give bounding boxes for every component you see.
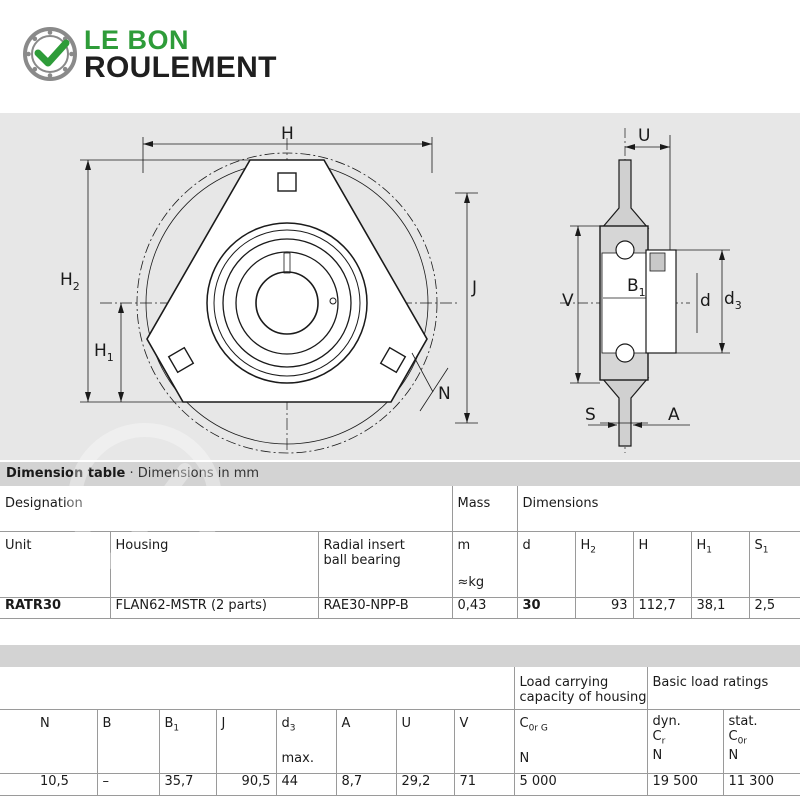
dim-label-H1: $H_1$: [94, 341, 114, 364]
dim-label-V: V: [562, 291, 574, 311]
cell-d3: 44: [276, 773, 336, 795]
table-row: [0, 773, 800, 795]
header-U: U: [396, 709, 454, 773]
technical-drawing: [0, 113, 800, 460]
header-housing: Housing: [110, 531, 318, 597]
table1-bottom-rule: [0, 618, 800, 619]
header-B1: $B_1$: [159, 709, 216, 773]
header-Cr: dyn. $C_r$ N: [647, 709, 723, 773]
header-d: d: [517, 531, 575, 597]
cell-U: 29,2: [396, 773, 454, 795]
header-H1: $H_1$: [691, 531, 749, 597]
dim-label-d3: $d_3$: [724, 289, 742, 312]
cell-H: 112,7: [633, 597, 691, 619]
header-blank: [0, 667, 514, 709]
cell-d: 30: [517, 597, 575, 619]
header-load-carrying: Load carrying capacity of housing: [514, 667, 647, 709]
header-J: J: [216, 709, 276, 773]
brand-name-line1: LE BON: [84, 25, 190, 55]
cell-V: 71: [454, 773, 514, 795]
cell-B1: 35,7: [159, 773, 216, 795]
dim-label-d: d: [700, 291, 711, 311]
cell-bearing: RAE30-NPP-B: [318, 597, 452, 619]
section-band: [0, 645, 800, 667]
dim-label-H: H: [281, 124, 294, 144]
header-S1: $S_1$: [749, 531, 800, 597]
cell-J: 90,5: [216, 773, 276, 795]
dim-label-A: A: [668, 405, 680, 425]
cell-mass: 0,43: [452, 597, 517, 619]
dim-label-U: U: [638, 126, 651, 146]
cell-S1: 2,5: [754, 597, 776, 613]
dim-label-S: S: [585, 405, 596, 425]
header-N: N: [0, 709, 97, 773]
cell-housing: FLAN62-MSTR (2 parts): [110, 597, 318, 619]
header-basic-load-ratings: Basic load ratings: [647, 667, 800, 709]
dim-label-N: N: [438, 384, 451, 404]
header-B: B: [97, 709, 159, 773]
cell-C0r: 11 300: [728, 773, 774, 789]
header-dimensions: Dimensions: [517, 486, 800, 531]
cell-A: 8,7: [336, 773, 396, 795]
dim-label-J: J: [472, 278, 478, 298]
table2-bottom-rule: [0, 795, 800, 796]
brand-logo: [22, 24, 302, 88]
dimension-table-1: [0, 486, 800, 619]
header-V: V: [454, 709, 514, 773]
dim-label-H2: $H_2$: [60, 270, 80, 293]
cell-unit: RATR30: [0, 597, 110, 619]
cell-N: 10,5: [0, 773, 97, 795]
header-C0rG: $C_{0r G}$ N: [514, 709, 647, 773]
cell-H1: 38,1: [691, 597, 749, 619]
table-row: [0, 597, 800, 619]
header-H: H: [633, 531, 691, 597]
header-A: A: [336, 709, 396, 773]
header-mass: Mass: [452, 486, 517, 531]
cell-C0rG: 5 000: [514, 773, 647, 795]
header-radial-insert: Radial insert ball bearing: [318, 531, 452, 597]
dimension-table-title: Dimension table · Dimensions in mm: [0, 462, 800, 486]
brand-name-line2: ROULEMENT: [84, 51, 277, 84]
header-H2: $H_2$: [575, 531, 633, 597]
cell-Cr: 19 500: [647, 773, 723, 795]
header-unit: Unit: [0, 531, 110, 597]
cell-B: –: [97, 773, 159, 795]
dimension-table-2: [0, 667, 800, 795]
header-designation: Designation: [0, 486, 452, 531]
cell-H2: 93: [575, 597, 633, 619]
front-view: [100, 138, 460, 453]
header-m: m ≈kg: [452, 531, 517, 597]
header-C0r: stat. $C_{0r}$ N: [723, 709, 800, 773]
header-d3: $d_3$ max.: [276, 709, 336, 773]
dim-label-B1: $B_1$: [627, 276, 646, 299]
bearing-check-icon: [22, 26, 78, 82]
